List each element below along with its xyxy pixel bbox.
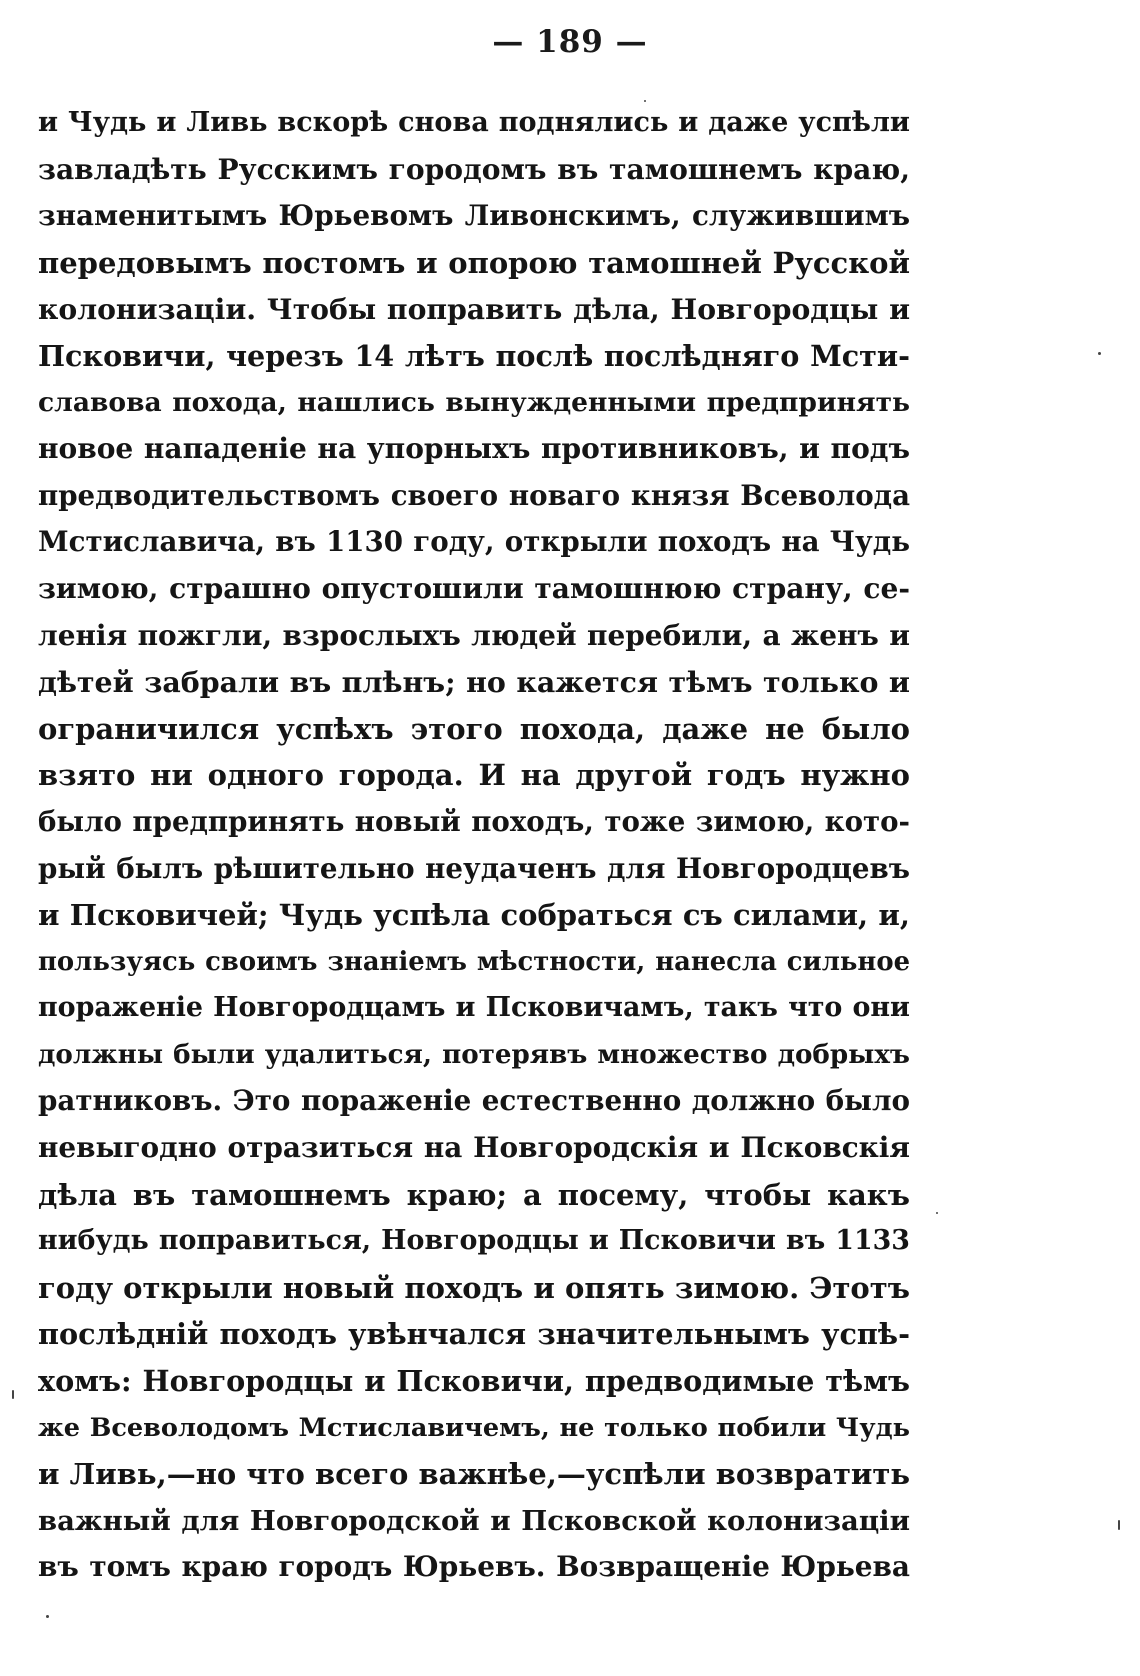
text-line: завладѣть Русскимъ городомъ въ тамошнемъ краю, (38, 152, 910, 186)
text-line: предводительствомъ своего новаго князя Всеволода (38, 478, 910, 512)
scan-speck (936, 1212, 938, 1214)
text-line: передовымъ постомъ и опорою тамошней Русской (38, 245, 910, 280)
text-line: пораженіе Новгородцамъ и Псковичамъ, такъ что они (38, 992, 910, 1024)
text-line: взято ни одного города. И на другой годъ нужно (38, 758, 910, 793)
scan-speck (644, 100, 646, 102)
text-line: и Чудь и Ливь вскорѣ снова поднялись и даже успѣли (38, 107, 910, 138)
body-text (38, 100, 910, 1591)
page-number: — 189 — (492, 24, 648, 60)
text-line: послѣдній походъ увѣнчался значительнымъ успѣ- (38, 1317, 910, 1352)
text-line: году открыли новый походъ и опять зимою. Этотъ (38, 1270, 910, 1305)
text-line: ратниковъ. Это пораженіе естественно должно было (38, 1084, 910, 1118)
text-line: славова похода, нашлись вынужденными предпринять (38, 386, 910, 418)
text-line: Псковичи, черезъ 14 лѣтъ послѣ послѣдняго Мсти- (38, 338, 910, 373)
scan-speck (46, 1615, 49, 1618)
text-line: и Псковичей; Чудь успѣла собраться съ силами, и, (38, 898, 910, 933)
text-line: колонизаціи. Чтобы поправить дѣла, Новгородцы и (38, 292, 910, 327)
text-line: было предпринять новый походъ, тоже зимою, кото- (38, 804, 910, 838)
text-line: Мстиславича, въ 1130 году, открыли походъ на Чудь (38, 525, 910, 559)
text-line: хомъ: Новгородцы и Псковичи, предводимые тѣмъ (38, 1364, 910, 1399)
text-line: новое нападеніе на упорныхъ противниковъ, и подъ (38, 432, 910, 466)
text-line: должны были удалиться, потерявъ множество добрыхъ (38, 1038, 910, 1070)
text-line: невыгодно отразиться на Новгородскія и Псковскія (38, 1131, 910, 1165)
text-line: важный для Новгородской и Псковской колонизаціи (38, 1504, 910, 1537)
text-line: знаменитымъ Юрьевомъ Ливонскимъ, служившимъ (38, 199, 910, 233)
text-line: въ томъ краю городъ Юрьевъ. Возвращеніе Юрьева (38, 1550, 910, 1584)
scan-speck (12, 1390, 14, 1399)
text-line: рый былъ рѣшительно неудаченъ для Новгородцевъ (38, 851, 910, 885)
text-line: ограничился успѣхъ этого похода, даже не было (38, 711, 910, 746)
text-line: зимою, страшно опустошили тамошнюю страну, се- (38, 571, 910, 605)
scan-speck (1098, 352, 1101, 355)
text-line: дѣла въ тамошнемъ краю; а посему, чтобы какъ (38, 1177, 910, 1212)
text-line: нибудь поправиться, Новгородцы и Псковичи въ 1133 (38, 1225, 910, 1257)
text-line: ленія пожгли, взрослыхъ людей перебили, а женъ и (38, 618, 910, 652)
text-line: же Всеволодомъ Мстиславичемъ, не только побили Чудь (38, 1412, 910, 1443)
text-line: пользуясь своимъ знаніемъ мѣстности, нанесла сильное (38, 946, 910, 977)
text-line: дѣтей забрали въ плѣнъ; но кажется тѣмъ только и (38, 665, 910, 700)
text-line: и Ливь,—но что всего важнѣе,—успѣли возвратить (38, 1457, 911, 1492)
scan-speck (1118, 1520, 1120, 1530)
